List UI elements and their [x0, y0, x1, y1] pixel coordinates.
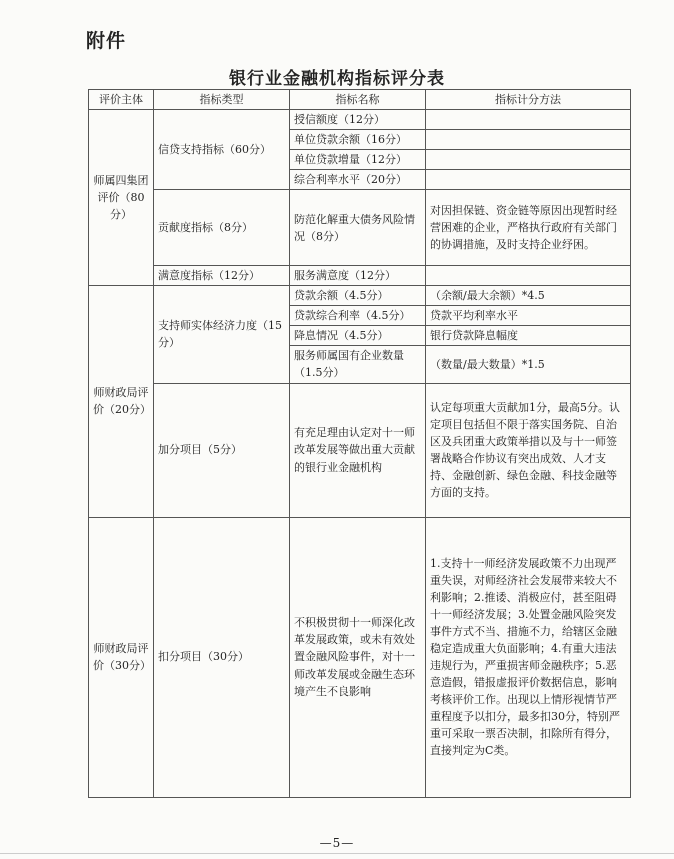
indicator-name: 有充足理由认定对十一师改革发展等做出重大贡献的银行业金融机构 — [290, 383, 426, 517]
page-title: 银行业金融机构指标评分表 — [229, 69, 445, 89]
table-row — [89, 190, 631, 266]
type-cell: 支持师实体经济力度（15分） — [154, 286, 290, 383]
subject-cell: 师财政局评价（30分） — [89, 517, 154, 797]
indicator-name: 防范化解重大债务风险情况（8分） — [290, 190, 426, 266]
page-number: —5— — [319, 836, 355, 850]
method-cell: 对因担保链、资金链等原因出现暂时经营困难的企业，严格执行政府有关部门的协调措施，及时支持企业纾困。 — [426, 190, 631, 266]
method-cell — [426, 110, 631, 130]
indicator-name: 服务师属国有企业数量（1.5分） — [290, 346, 426, 383]
method-cell: 1.支持十一师经济发展政策不力出现严重失误，对师经济社会发展带来较大不利影响；2.推诿、消极应付，甚至阻碍十一师经济发展；3.处置金融风险突发事件方式不当、措施不力，给辖区金融稳定造成重大负面影响；4.有重大违法违规行为，严重损害师金融秩序；5.恶意造假，错报虚报评价数据信息，影响考核评价工作。出现以上情形视情节严重程度予以扣分，最多扣30分，特别严重可采取一票否决制，扣除所有得分，直接判定为C类。 — [426, 517, 631, 797]
type-cell: 加分项目（5分） — [154, 383, 290, 517]
header-row — [89, 90, 631, 110]
method-cell: 银行贷款降息幅度 — [426, 326, 631, 346]
header-name: 指标名称 — [290, 90, 426, 110]
type-cell: 扣分项目（30分） — [154, 517, 290, 797]
table-row — [89, 266, 631, 286]
indicator-name: 贷款综合利率（4.5分） — [290, 306, 426, 326]
subject-cell: 师财政局评价（20分） — [89, 286, 154, 517]
table-row — [89, 110, 631, 130]
method-cell — [426, 266, 631, 286]
header-method: 指标计分方法 — [426, 90, 631, 110]
indicator-name: 不积极贯彻十一师深化改革发展政策，或未有效处置金融风险事件，对十一师改革发展或金融生态环境产生不良影响 — [290, 517, 426, 797]
method-cell: 认定每项重大贡献加1分，最高5分。认定项目包括但不限于落实国务院、自治区及兵团重大政策举措以及与十一师签署战略合作协议有突出成效、人才支持、金融创新、绿色金融、科技金融等方面的支持。 — [426, 383, 631, 517]
score-table — [88, 89, 631, 798]
header-type: 指标类型 — [154, 90, 290, 110]
bottom-divider — [0, 853, 674, 854]
indicator-name: 单位贷款余额（16分） — [290, 130, 426, 150]
indicator-name: 授信额度（12分） — [290, 110, 426, 130]
subject-cell: 师属四集团评价（80分） — [89, 110, 154, 286]
attachment-label: 附件 — [86, 30, 127, 52]
type-cell: 满意度指标（12分） — [154, 266, 290, 286]
method-cell — [426, 170, 631, 190]
method-cell — [426, 130, 631, 150]
table-row — [89, 517, 631, 797]
table-row — [89, 286, 631, 306]
indicator-name: 贷款余额（4.5分） — [290, 286, 426, 306]
indicator-name: 服务满意度（12分） — [290, 266, 426, 286]
table-row — [89, 383, 631, 517]
indicator-name: 单位贷款增量（12分） — [290, 150, 426, 170]
method-cell: （数量/最大数量）*1.5 — [426, 346, 631, 383]
method-cell: （余额/最大余额）*4.5 — [426, 286, 631, 306]
type-cell: 信贷支持指标（60分） — [154, 110, 290, 190]
indicator-name: 降息情况（4.5分） — [290, 326, 426, 346]
header-subject: 评价主体 — [89, 90, 154, 110]
indicator-name: 综合利率水平（20分） — [290, 170, 426, 190]
method-cell — [426, 150, 631, 170]
type-cell: 贡献度指标（8分） — [154, 190, 290, 266]
method-cell: 贷款平均利率水平 — [426, 306, 631, 326]
